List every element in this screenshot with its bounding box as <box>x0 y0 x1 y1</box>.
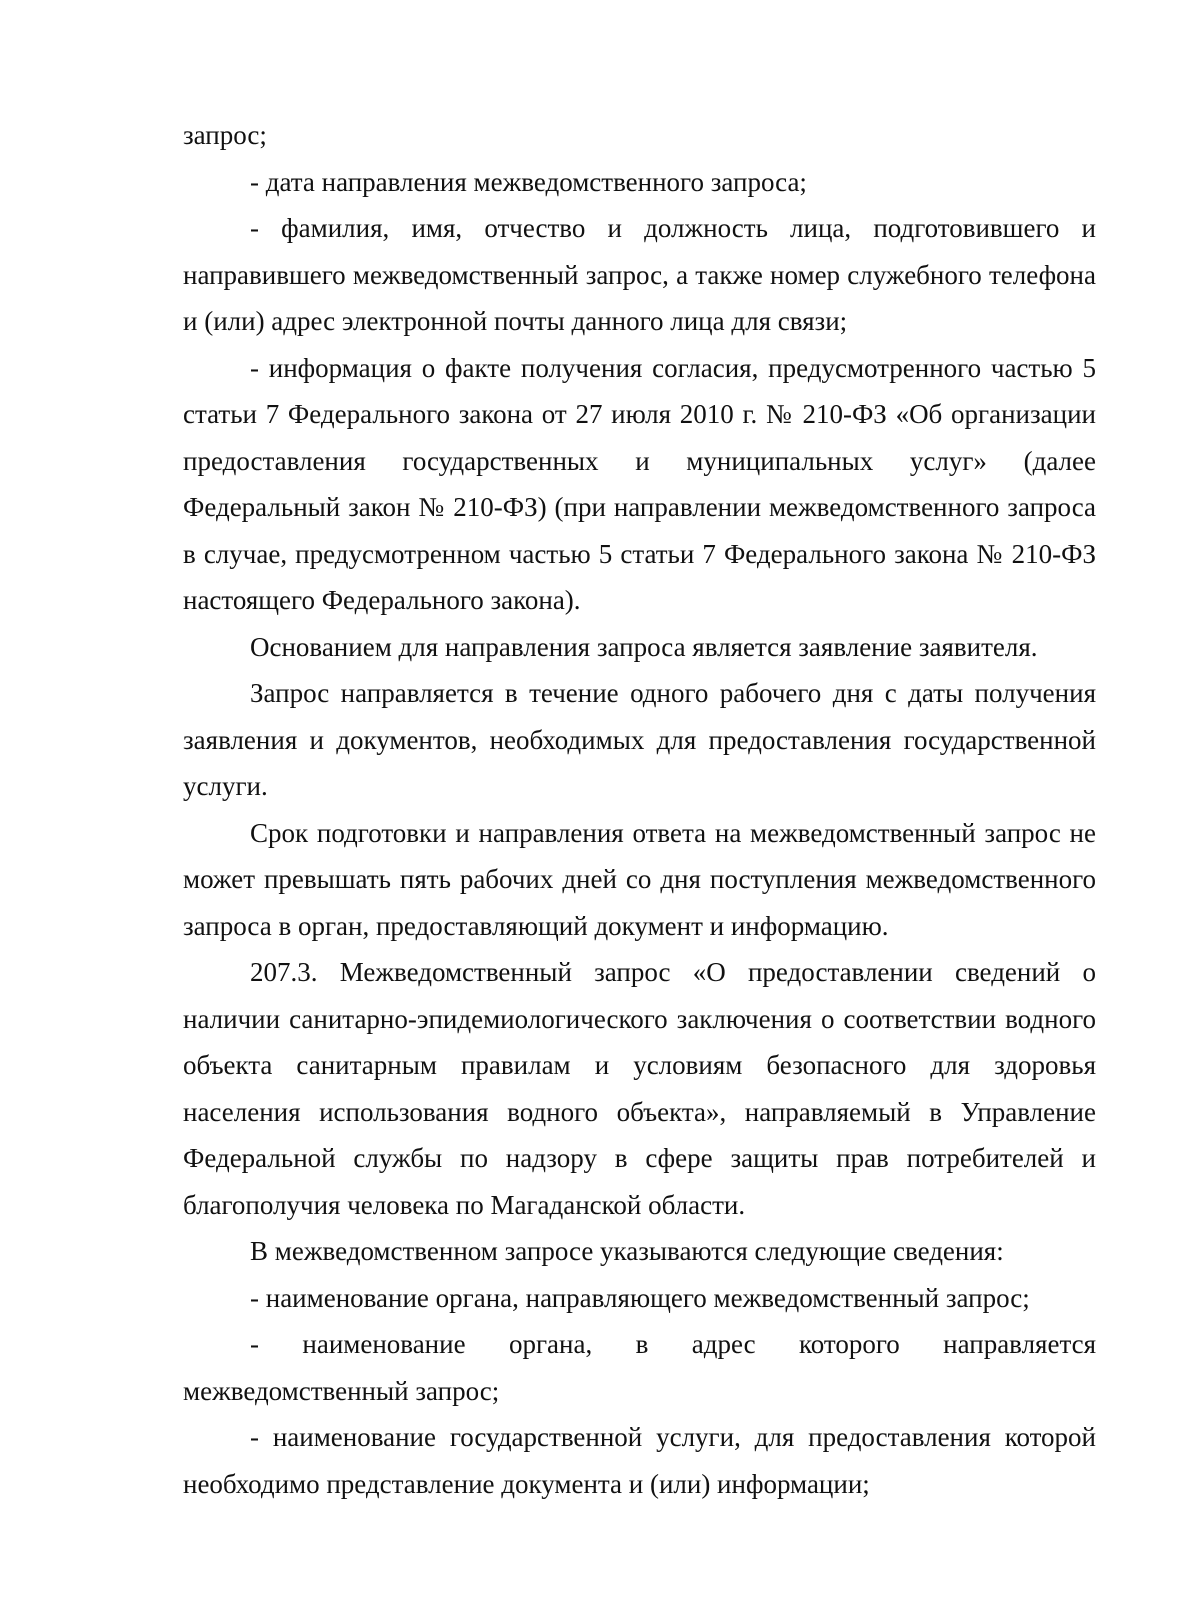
paragraph-response-deadline: Срок подготовки и направления ответа на межведомственный запрос не может превышать пять рабочих дней со дня поступления межведомственного запроса в орган, предоставляющий документ и информацию. <box>183 817 1096 941</box>
paragraph-basis: Основанием для направления запроса является заявление заявителя. <box>250 631 1038 662</box>
list-item-request-date: - дата направления межведомственного запроса; <box>250 166 807 197</box>
list-item-sender-person: - фамилия, имя, отчество и должность лица, подготовившего и направившего межведомственный запрос, а также номер служебного телефона и (или) адрес электронной почты данного лица для связи; <box>183 213 1096 336</box>
paragraph-continuation: запрос; <box>183 120 267 150</box>
paragraph-request-timing: Запрос направляется в течение одного рабочего дня с даты получения заявления и документов, необходимых для предоставления государственной услуги. <box>183 678 1096 801</box>
paragraph-section-207-3: 207.3. Межведомственный запрос «О предоставлении сведений о наличии санитарно-эпидемиологического заключения о соответствии водного объекта санитарным правилам и условиям безопасного для здоровья населения использования водного объекта», направляемый в Управление Федеральной службы по надзору в сфере защиты прав потребителей и благополучия человека по Магаданской области. <box>183 957 1096 1220</box>
paragraph-request-contents: В межведомственном запросе указываются следующие сведения: <box>250 1236 1004 1266</box>
document-body <box>183 112 1096 1507</box>
list-item-consent-info: - информация о факте получения согласия, предусмотренного частью 5 статьи 7 Федерального закона от 27 июля 2010 г. № 210-ФЗ «Об организации предоставления государственных и муниципальных услуг» (далее Федеральный закон № 210-ФЗ) (при направлении межведомственного запроса в случае, предусмотренном частью 5 статьи 7 Федерального закона № 210-ФЗ настоящего Федерального закона). <box>183 352 1096 615</box>
list-item-service-name: - наименование государственной услуги, для предоставления которой необходимо представление документа и (или) информации; <box>183 1422 1096 1499</box>
list-item-sending-organ: - наименование органа, направляющего межведомственный запрос; <box>250 1282 1030 1313</box>
list-item-receiving-organ: - наименование органа, в адрес которого направляется межведомственный запрос; <box>183 1329 1096 1406</box>
